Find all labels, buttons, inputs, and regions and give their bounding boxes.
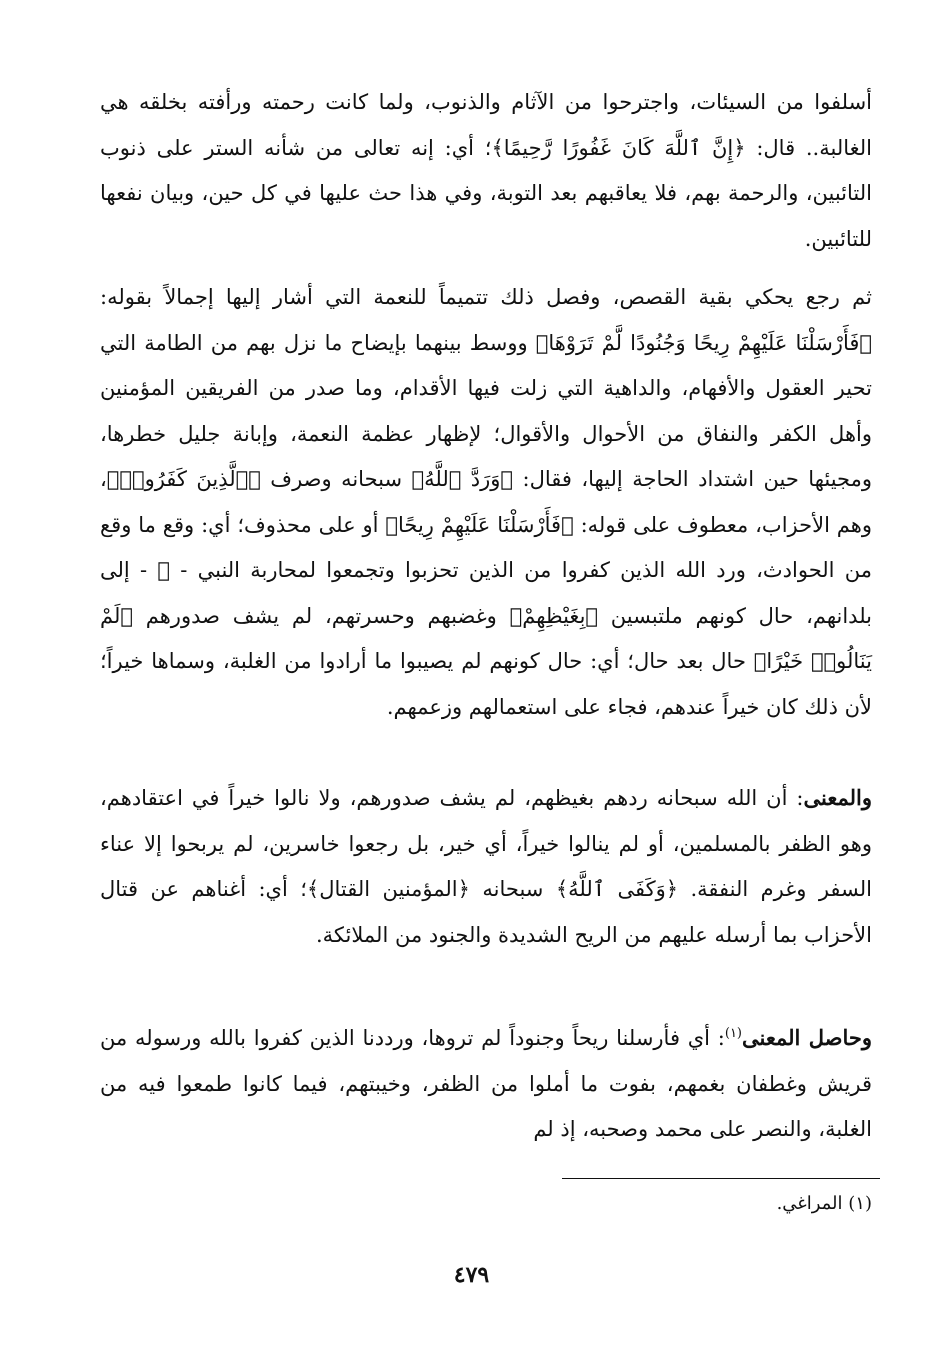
paragraph-3 xyxy=(100,775,872,958)
page-number: ٤٧٩ xyxy=(453,1262,490,1288)
paragraph-2-text: ثم رجع يحكي بقية القصص، وفصل ذلك تتميماً للنعمة التي أشار إليها إجمالاً بقوله: ﴿فَأَرْسَلْنَا عَلَيْهِمْ رِيحًا وَجُنُودًا لَّمْ تَرَوْهَا﴾ ووسط بينهما بإيضاح ما نزل بهم من الطامة التي تحير العقول والأفهام، والداهية التي زلت فيها الأقدام، وما صدر من الفريقين المؤمنين وأهل الكفر والنفاق من الأحوال والأقوال؛ لإظهار عظمة النعمة، وإبانة جليل خطرها، ومجيئها حين اشتداد الحاجة إليها، فقال: ﴿وَرَدَّ ٱللَّهُ﴾ سبحانه وصرف ﴿ٱلَّذِينَ كَفَرُوا۟﴾، وهم الأحزاب، معطوف على قوله: ﴿فَأَرْسَلْنَا عَلَيْهِمْ رِيحًا﴾ أو على محذوف؛ أي: وقع ما وقع من الحوادث، ورد الله الذين كفروا من الذين تحزبوا وتجمعوا لمحاربة النبي - ﷺ - إلى بلدانهم، حال كونهم ملتبسين ﴿بِغَيْظِهِمْ﴾ وغضبهم وحسرتهم، لم يشف صدورهم ﴿لَمْ يَنَالُوا۟ خَيْرًا﴾ حال بعد حال؛ أي: حال كونهم لم يصيبوا ما أرادوا من الغلبة، وسماها خيراً؛ لأن ذلك كان خيراً عندهم، فجاء على استعمالهم وزعمهم. xyxy=(100,285,872,719)
paragraph-1-text: أسلفوا من السيئات، واجترحوا من الآثام والذنوب، ولما كانت رحمته ورأفته بخلقه هي الغالبة.. قال: ﴿إِنَّ ٱللَّهَ كَانَ غَفُورًا رَّحِيمًا﴾؛ أي: إنه تعالى من شأنه الستر على ذنوب التائبين، والرحمة بهم، فلا يعاقبهم بعد التوبة، وفي هذا حث عليها في كل حين، وبيان نفعها للتائبين. xyxy=(100,90,872,251)
footnote xyxy=(100,1188,872,1220)
paragraph-4-text: : أي فأرسلنا ريحاً وجنوداً لم تروها، ورددنا الذين كفروا بالله ورسوله من قريش وغطفان بغمهم، بفوت ما أملوا من الظفر، وخيبتهم، فيما كانوا طمعوا فيه من الغلبة، والنصر على محمد وصحبه، إذ لم xyxy=(100,1026,872,1141)
paragraph-4-lead: وحاصل المعنى xyxy=(742,1025,872,1050)
paragraph-2 xyxy=(100,275,872,730)
paragraph-3-text: : أن الله سبحانه ردهم بغيظهم، لم يشف صدورهم، ولا نالوا خيراً في اعتقادهم، وهو الظفر بالمسلمين، أو لم ينالوا خيراً، أي خير، بل رجعوا خاسرين، لم يربحوا إلا عناء السفر وغرم النفقة. ﴿وَكَفَى ٱللَّهُ﴾ سبحانه ﴿المؤمنين القتال﴾؛ أي: أغناهم عن قتال الأحزاب بما أرسله عليهم من الريح الشديدة والجنود من الملائكة. xyxy=(100,786,872,947)
paragraph-1 xyxy=(100,80,872,262)
paragraph-4 xyxy=(100,1015,872,1153)
footnote-separator xyxy=(562,1178,880,1179)
footnote-text: (١) المراغي. xyxy=(776,1193,872,1214)
footnote-reference: (١) xyxy=(724,1026,742,1041)
paragraph-3-lead: والمعنى xyxy=(803,785,872,810)
